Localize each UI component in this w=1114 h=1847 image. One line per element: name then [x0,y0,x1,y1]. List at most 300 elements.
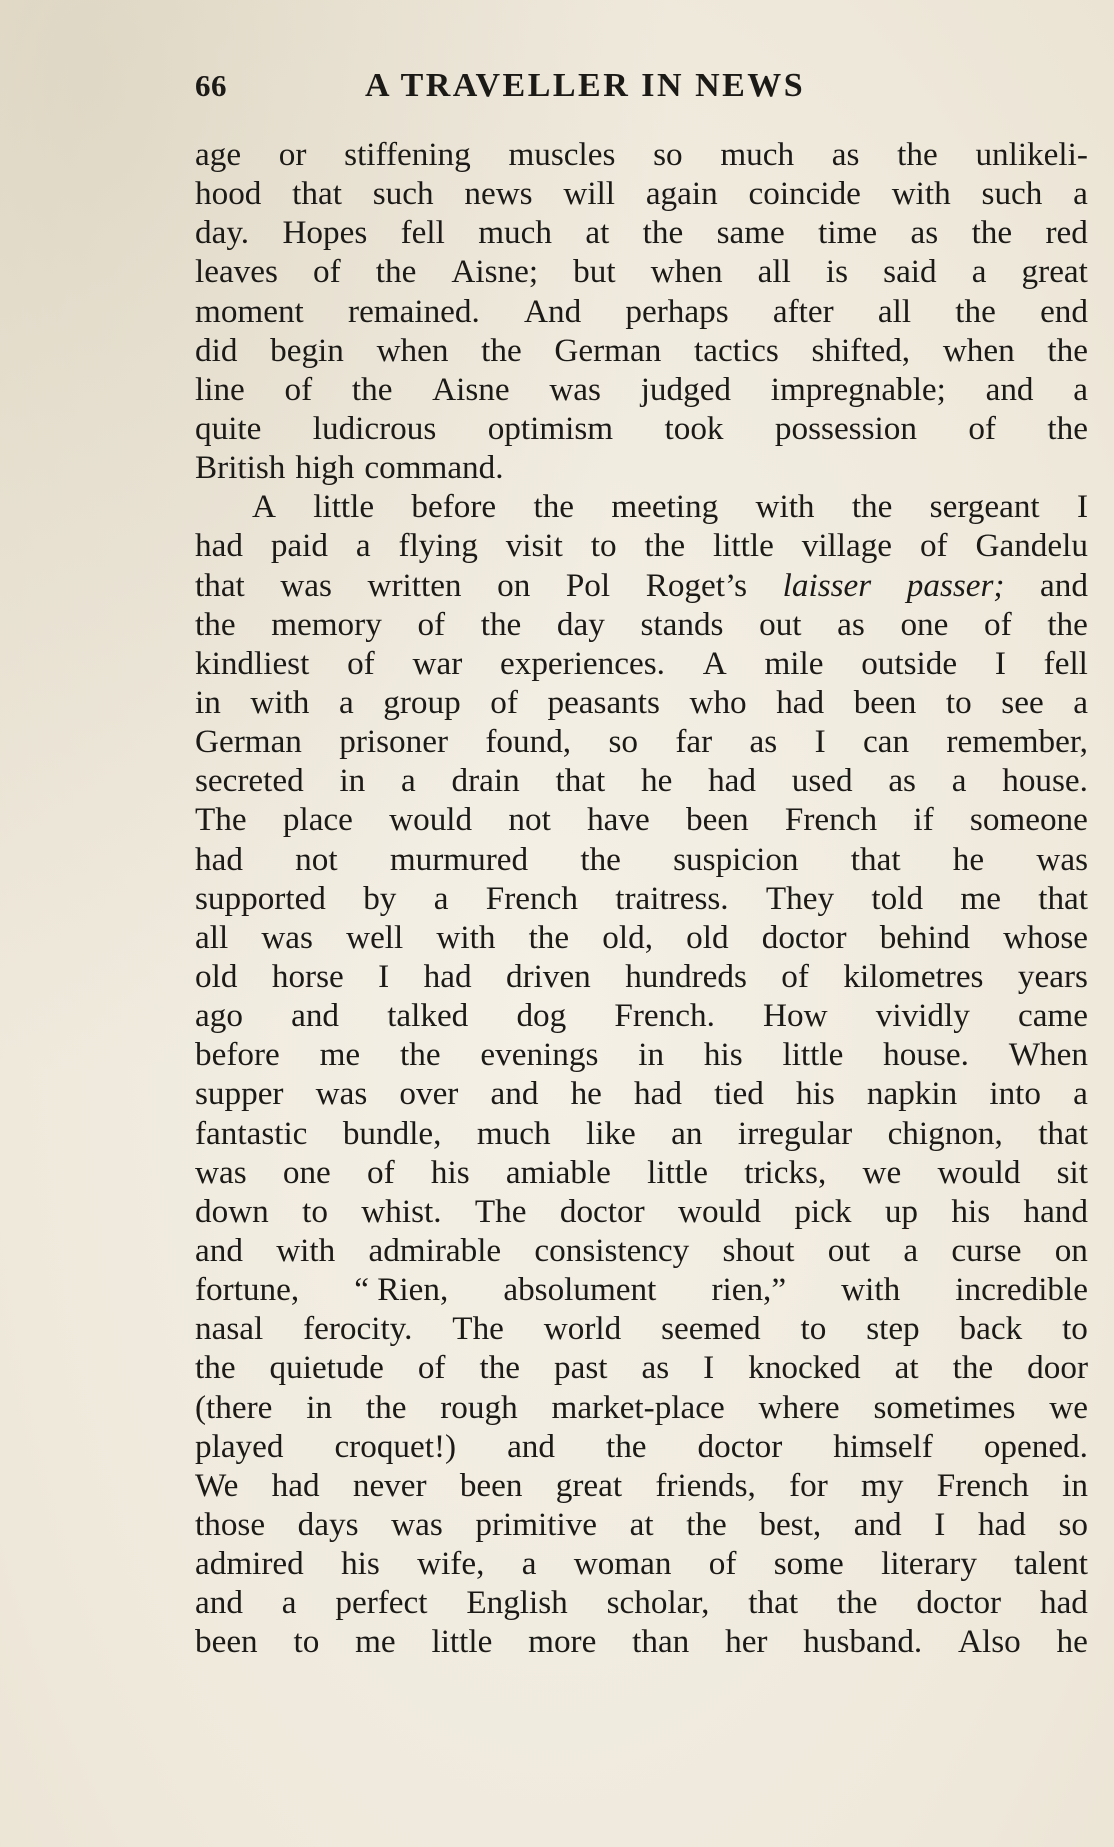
word: that [748,1584,799,1622]
word: “ Rien, [354,1271,449,1309]
word: step [866,1310,920,1348]
word: German [554,331,662,369]
word: of [367,1153,395,1191]
word: the [479,1349,521,1387]
word: been [853,683,917,721]
word: that [1038,879,1088,917]
word: and [1040,566,1088,604]
word: I [994,644,1006,682]
word: sit [1056,1153,1088,1191]
text-line [195,1035,1088,1074]
word: great [555,1466,623,1504]
word: far [675,723,713,761]
word: sergeant [929,488,1040,526]
word: secreted [195,762,304,800]
word: of [781,957,809,995]
word: We [195,1466,239,1504]
word: little [431,1623,493,1661]
word: his [796,1075,835,1113]
word: much [478,214,552,252]
text-line [195,1114,1088,1153]
word: of [984,605,1012,643]
word: (there [195,1388,273,1426]
word: the [955,292,996,330]
word: as [749,723,778,761]
word: would [389,801,473,839]
word: little [712,527,774,565]
word: doctor [559,1192,645,1230]
word: behind [879,918,971,956]
word: the [351,370,393,408]
word: the [1047,605,1088,643]
word: kilometres [843,957,984,995]
word: ludicrous [312,409,437,447]
word: all [877,292,912,330]
word: on [1054,1231,1088,1269]
word: in [339,762,366,800]
word: I [934,1505,946,1543]
word: driven [505,957,591,995]
word: judged [640,370,732,408]
word: day. [195,214,250,252]
word: had [776,683,825,721]
word: passer; [906,566,1005,604]
word: unlikeli- [975,136,1088,173]
word: me [960,879,1001,917]
word: experiences. [500,644,665,682]
text-line [195,331,1088,370]
word: friends, [655,1466,756,1504]
text-line [195,1309,1088,1348]
text-line [195,996,1088,1035]
word: command. [364,449,504,487]
word: would [937,1153,1021,1191]
word: place [282,801,353,839]
word: was [391,1505,443,1543]
text-line [195,1192,1088,1231]
word: to [302,1192,328,1230]
word: with [841,1271,901,1309]
word: rough [440,1388,518,1426]
word: consistency [534,1231,690,1269]
word: much [476,1114,551,1152]
word: I [1076,488,1088,526]
word: out [827,1231,871,1269]
word: was [195,1153,247,1191]
word: war [412,644,463,682]
word: my [861,1466,904,1504]
word: said [883,253,937,291]
text-line [195,800,1088,839]
text-line [195,644,1088,683]
word: a [1073,370,1088,408]
word: and [853,1505,902,1543]
word: quietude [269,1349,384,1387]
word: shifted, [811,331,911,369]
word: of [417,605,446,643]
word: possession [774,409,917,447]
word: will [563,175,616,213]
word: a [401,762,416,800]
word: old [686,918,729,956]
word: evenings [480,1036,599,1074]
word: line [195,370,245,408]
word: and [490,1075,539,1113]
word: group [383,683,461,721]
word: leaves [195,253,278,291]
word: me [319,1036,361,1074]
word: he [1056,1623,1088,1661]
word: the [952,1349,994,1387]
word: his [951,1192,991,1230]
word: her [725,1623,768,1661]
word: all [757,253,791,291]
word: to [590,527,617,565]
word: When [1008,1036,1088,1074]
word: as [910,214,939,252]
word: with [755,488,815,526]
word: the [1047,409,1088,447]
word: like [586,1114,636,1152]
word: muscles [508,136,616,173]
word: remained. [348,292,480,330]
word: scholar, [606,1584,710,1622]
word: a [521,1545,537,1583]
word: best, [759,1505,822,1543]
text-line [195,722,1088,761]
word: The [195,801,247,839]
word: not [508,801,551,839]
word: down [195,1192,269,1230]
word: primitive [475,1505,598,1543]
word: of [708,1545,737,1583]
word: Pol [565,566,611,604]
word: used [791,762,853,800]
word: end [1040,292,1088,330]
word: market-place [551,1388,725,1426]
word: where [758,1388,840,1426]
word: stands [640,605,724,643]
word: German [195,723,302,761]
word: talent [1014,1545,1088,1583]
word: before [195,1036,280,1074]
word: A [252,488,276,526]
word: the [481,331,522,369]
word: and [985,370,1034,408]
word: fell [1043,644,1088,682]
text-line [195,487,1088,526]
word: knocked [748,1349,861,1387]
word: same [716,214,785,252]
word: so [653,136,683,173]
word: perhaps [625,292,729,330]
word: came [1017,997,1088,1035]
word: with [276,1231,336,1269]
word: was [1036,840,1088,878]
word: Aisne [432,370,510,408]
text-line [195,448,1088,487]
word: nasal [195,1310,264,1348]
word: fortune, [195,1271,300,1309]
word: in [1062,1466,1088,1504]
word: English [466,1584,568,1622]
word: high [295,449,355,487]
word: I [378,957,390,995]
word: the [365,1388,407,1426]
word: little [313,488,375,526]
word: seemed [661,1310,761,1348]
word: his [430,1153,470,1191]
word: one [282,1153,331,1191]
text-line [195,957,1088,996]
word: meeting [611,488,719,526]
word: a [951,762,967,800]
word: woman [573,1545,672,1583]
word: so [1058,1505,1088,1543]
text-line [195,1427,1088,1466]
word: incredible [955,1271,1088,1309]
word: had [634,1075,682,1113]
word: his [341,1545,380,1583]
word: had [423,957,472,995]
word: a [903,1231,919,1269]
word: The [452,1310,504,1348]
text-line [195,605,1088,644]
word: fell [400,214,445,252]
word: begin [270,331,344,369]
word: up [884,1192,919,1230]
word: we [862,1153,902,1191]
word: the [480,605,522,643]
word: one [900,605,949,643]
word: time [818,214,878,252]
word: A [702,644,727,682]
word: on [497,566,531,604]
word: croquet!) [334,1427,457,1465]
word: that [850,840,901,878]
text-line [195,526,1088,565]
word: I [703,1349,715,1387]
word: old, [602,918,653,956]
word: but [573,253,616,291]
word: hundreds [625,957,747,995]
word: he [952,840,985,878]
text-line [195,918,1088,957]
text-line [195,1505,1088,1544]
word: supported [195,879,326,917]
word: admired [195,1545,304,1583]
word: of [919,527,948,565]
word: of [490,683,518,721]
word: than [632,1623,690,1661]
word: me [355,1623,396,1661]
word: and [507,1427,555,1465]
word: the [533,488,575,526]
text-line [195,1544,1088,1583]
word: had [271,1466,320,1504]
word: an [671,1114,703,1152]
word: such [981,175,1043,213]
word: doctor [761,918,847,956]
word: a [1073,683,1088,721]
word: shout [722,1231,795,1269]
word: as [831,136,860,173]
word: stiffening [344,136,471,173]
word: some [773,1545,844,1583]
word: I [814,723,826,761]
word: British [195,449,286,487]
word: vividly [875,997,970,1035]
word: The [474,1192,527,1230]
word: was [280,566,332,604]
word: house. [1002,762,1088,800]
word: peasants [547,683,660,721]
word: was [549,370,601,408]
word: French [784,801,878,839]
word: the [686,1505,727,1543]
word: to [293,1623,320,1661]
word: a [1073,175,1088,213]
word: a [1073,1075,1088,1113]
word: the [375,253,417,291]
word: napkin [866,1075,958,1113]
word: or [278,136,307,173]
word: amiable [505,1153,611,1191]
word: not [295,840,338,878]
text-line [195,1388,1088,1427]
word: found, [485,723,572,761]
word: in [306,1388,333,1426]
text-line [195,409,1088,448]
word: murmured [389,840,529,878]
word: great [1021,253,1088,291]
text-line [195,566,1088,605]
word: at [585,214,610,252]
body-text [195,135,1088,1661]
word: French. [614,997,715,1035]
word: told [871,879,924,917]
word: and [195,1584,243,1622]
word: can [862,723,910,761]
word: had [195,527,243,565]
word: suspicion [673,840,799,878]
word: red [1045,214,1088,252]
word: the [528,918,570,956]
word: again [645,175,718,213]
word: of [417,1349,446,1387]
word: the [195,605,236,643]
word: whose [1003,918,1088,956]
word: his [703,1036,743,1074]
word: quite [195,409,262,447]
word: doctor [916,1584,1002,1622]
word: those [195,1505,266,1543]
word: kindliest [195,644,310,682]
word: And [524,292,582,330]
word: past [554,1349,608,1387]
word: we [1049,1388,1088,1426]
word: little [782,1036,844,1074]
word: with [250,683,310,721]
word: after [772,292,834,330]
word: village [801,527,893,565]
word: admirable [368,1231,502,1269]
word: husband. [803,1623,923,1661]
word: age [195,136,242,173]
word: when [942,331,1015,369]
word: that [292,175,342,213]
word: had [1039,1584,1088,1622]
page-header [195,60,925,112]
word: paid [270,527,328,565]
text-line [195,370,1088,409]
word: moment [195,292,304,330]
word: when [650,253,723,291]
word: see [1001,683,1044,721]
word: been [459,1466,523,1504]
word: perfect [335,1584,428,1622]
word: impregnable; [770,370,946,408]
word: supper [195,1075,284,1113]
word: someone [969,801,1088,839]
word: laisser [782,566,872,604]
text-line [195,1153,1088,1192]
word: optimism [487,409,614,447]
word: as [837,605,865,643]
text-line [195,1348,1088,1387]
word: the [971,214,1013,252]
word: the [400,1036,441,1074]
word: tied [714,1075,764,1113]
word: to [945,683,972,721]
text-line [195,213,1088,252]
text-line [195,135,1088,174]
word: in [195,683,221,721]
text-line [195,840,1088,879]
word: visit [505,527,563,565]
word: of [313,253,341,291]
word: never [352,1466,427,1504]
text-line [195,1622,1088,1661]
word: horse [271,957,344,995]
word: coincide [748,175,861,213]
text-line [195,1466,1088,1505]
word: that [1038,1114,1088,1152]
word: into [989,1075,1041,1113]
word: as [888,762,916,800]
word: fantastic [195,1114,308,1152]
word: sometimes [873,1388,1016,1426]
word: the [851,488,893,526]
word: doctor [697,1427,783,1465]
word: had [195,840,243,878]
running-head: A TRAVELLER IN NEWS [365,67,806,104]
word: old [195,957,238,995]
word: as [641,1349,670,1387]
word: a [433,879,449,917]
text-line [195,1583,1088,1622]
word: news [464,175,533,213]
word: when [376,331,449,369]
word: in [638,1036,665,1074]
word: the [897,136,938,173]
word: had [708,762,756,800]
word: Roget’s [645,566,748,604]
word: of [968,409,996,447]
word: years [1017,957,1088,995]
word: a [281,1584,297,1622]
word: literary [881,1545,977,1583]
